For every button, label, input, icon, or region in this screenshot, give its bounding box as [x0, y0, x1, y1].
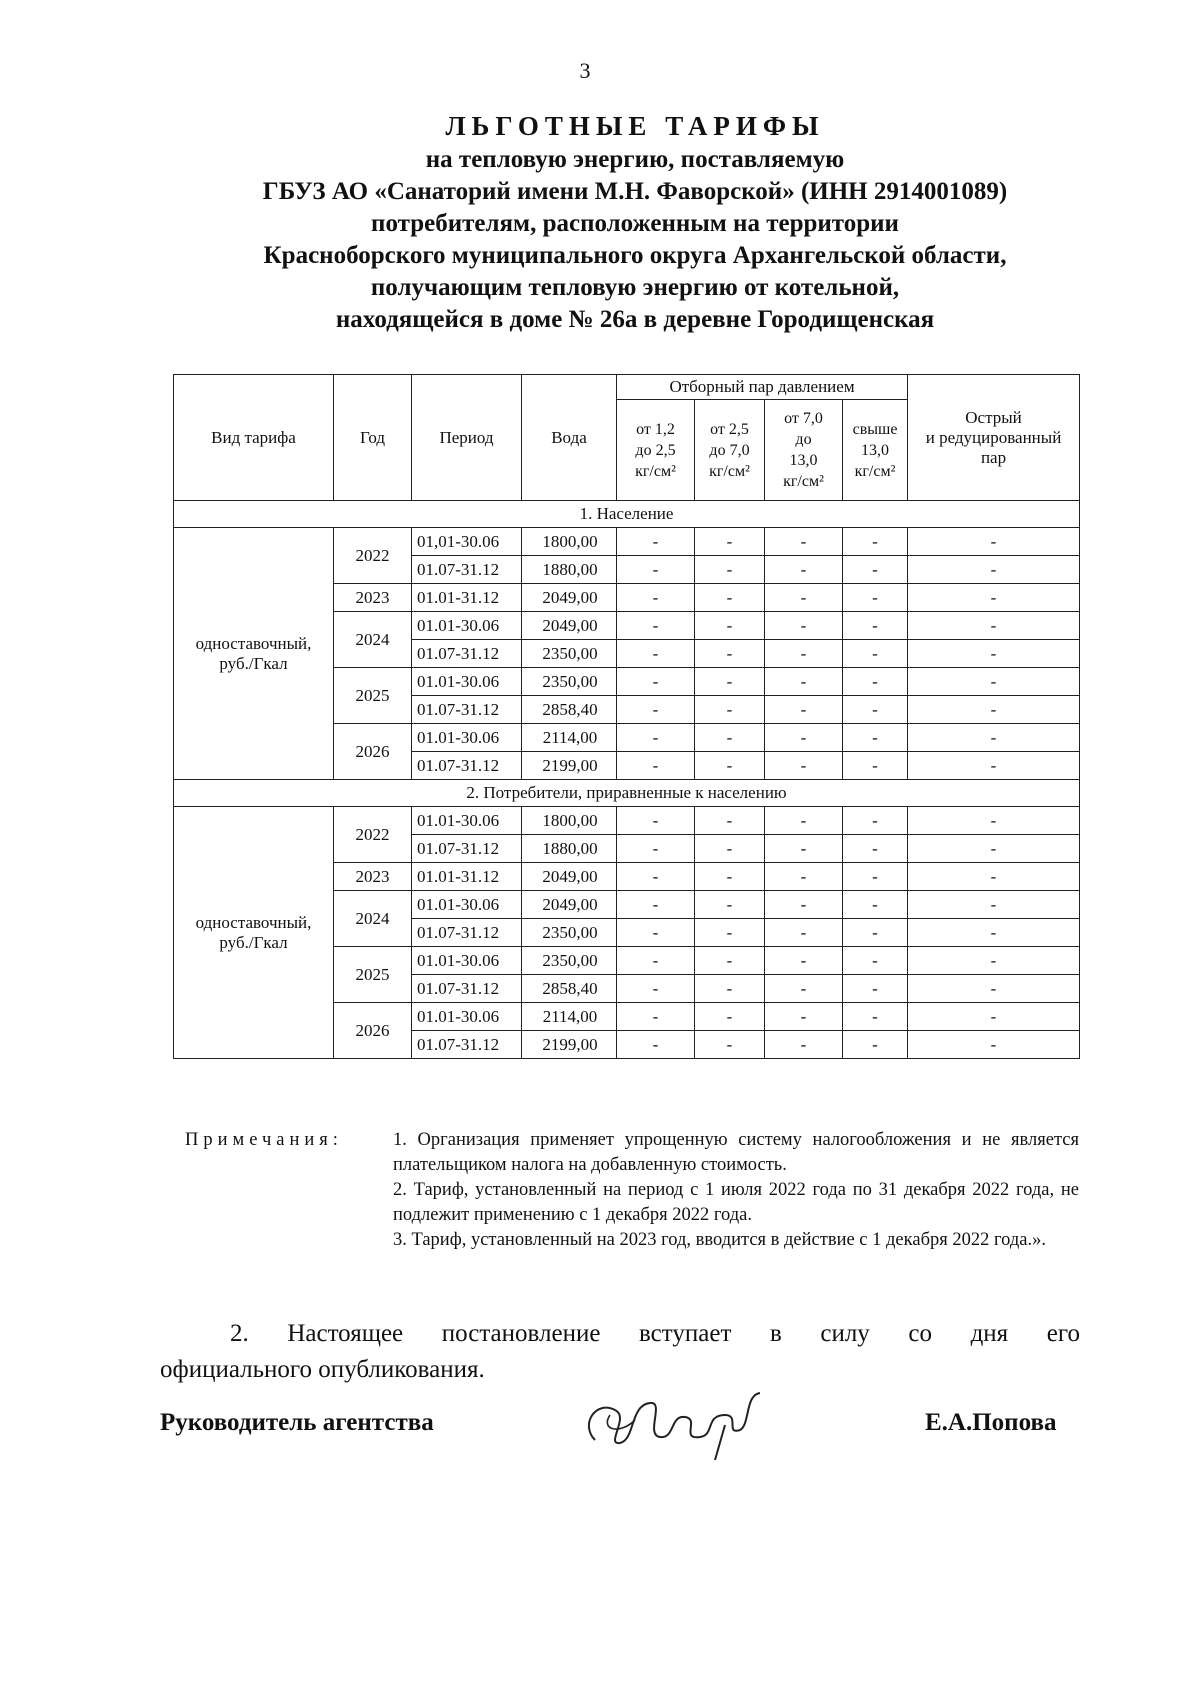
steam-cell: - — [908, 584, 1080, 612]
steam-cell: - — [765, 584, 843, 612]
steam-cell: - — [765, 1031, 843, 1059]
steam-cell: - — [908, 863, 1080, 891]
water-cell: 2049,00 — [522, 584, 617, 612]
header-text: до — [795, 431, 812, 448]
period-cell: 01.01-31.12 — [412, 863, 522, 891]
water-cell: 2350,00 — [522, 668, 617, 696]
steam-cell: - — [695, 835, 765, 863]
steam-cell: - — [695, 612, 765, 640]
steam-cell: - — [617, 612, 695, 640]
steam-cell: - — [617, 891, 695, 919]
steam-cell: - — [617, 528, 695, 556]
steam-cell: - — [843, 947, 908, 975]
steam-cell: - — [843, 1003, 908, 1031]
steam-cell: - — [617, 947, 695, 975]
steam-cell: - — [765, 919, 843, 947]
header-text: 13,0 — [861, 441, 889, 459]
water-cell: 2114,00 — [522, 724, 617, 752]
header-row — [174, 375, 1080, 400]
water-cell: 1880,00 — [522, 835, 617, 863]
steam-cell: - — [695, 528, 765, 556]
water-cell: 2049,00 — [522, 863, 617, 891]
header-steam-group: Отборный пар давлением — [617, 375, 908, 400]
note-item: 2. Тариф, установленный на период с 1 июля 2022 года по 31 декабря 2022 года, не подлежит применению с 1 декабря 2022 года. — [393, 1180, 1079, 1225]
steam-cell: - — [765, 947, 843, 975]
header-text: 13,0 — [789, 452, 818, 469]
steam-cell: - — [695, 947, 765, 975]
title-line: ГБУЗ АО «Санаторий имени М.Н. Фаворской» (ИНН 2914001089) — [262, 178, 1008, 205]
steam-cell: - — [695, 863, 765, 891]
steam-cell: - — [908, 975, 1080, 1003]
tariff-type-text: одноставочный, — [195, 633, 312, 653]
period-cell: 01.01-30.06 — [412, 1003, 522, 1031]
water-cell: 2350,00 — [522, 919, 617, 947]
water-cell: 2858,40 — [522, 696, 617, 724]
header-period: Период — [412, 375, 522, 501]
steam-cell: - — [765, 724, 843, 752]
steam-cell: - — [695, 724, 765, 752]
steam-cell: - — [695, 891, 765, 919]
table-row — [174, 807, 1080, 835]
water-cell: 2049,00 — [522, 612, 617, 640]
header-text: свыше — [852, 420, 898, 438]
steam-cell: - — [617, 696, 695, 724]
steam-cell: - — [843, 612, 908, 640]
water-cell: 1800,00 — [522, 528, 617, 556]
steam-cell: - — [695, 807, 765, 835]
tariff-type-cell — [174, 807, 334, 1059]
steam-cell: - — [908, 724, 1080, 752]
period-cell: 01.01-30.06 — [412, 807, 522, 835]
tariff-type-text: одноставочный, — [195, 912, 312, 932]
header-text: кг/см² — [709, 462, 750, 480]
table-row — [174, 528, 1080, 556]
steam-cell: - — [843, 891, 908, 919]
decree-line: официального опубликования. — [160, 1356, 485, 1383]
note-item: 3. Тариф, установленный на 2023 год, вводится в действие с 1 декабря 2022 года.». — [393, 1230, 1046, 1250]
header-text: от 2,5 — [710, 420, 749, 438]
period-cell: 01.07-31.12 — [412, 1031, 522, 1059]
steam-cell: - — [695, 975, 765, 1003]
header-text: пар — [980, 447, 1007, 467]
document-title — [150, 110, 1120, 336]
steam-cell: - — [695, 696, 765, 724]
period-cell: 01.07-31.12 — [412, 975, 522, 1003]
period-cell: 01.07-31.12 — [412, 696, 522, 724]
steam-cell: - — [695, 668, 765, 696]
water-cell: 2350,00 — [522, 640, 617, 668]
steam-cell: - — [765, 528, 843, 556]
title-line: получающим тепловую энергию от котельной, — [370, 274, 900, 301]
period-cell: 01.07-31.12 — [412, 752, 522, 780]
header-text: Острый — [965, 407, 1022, 427]
water-cell: 1880,00 — [522, 556, 617, 584]
title-line: Красноборского муниципального округа Архангельской области, — [263, 242, 1007, 269]
header-text: кг/см² — [854, 462, 896, 480]
year-cell: 2026 — [334, 724, 412, 780]
steam-cell: - — [765, 612, 843, 640]
decree-paragraph — [160, 1316, 1080, 1388]
steam-cell: - — [617, 724, 695, 752]
section-title: 2. Потребители, приравненные к населению — [174, 780, 1080, 807]
header-steam-2 — [695, 400, 765, 501]
steam-cell: - — [843, 919, 908, 947]
year-cell: 2024 — [334, 891, 412, 947]
steam-cell: - — [908, 919, 1080, 947]
steam-cell: - — [617, 640, 695, 668]
handwritten-signature — [575, 1385, 775, 1465]
tariff-table — [173, 374, 1080, 1059]
period-cell: 01.07-31.12 — [412, 919, 522, 947]
steam-cell: - — [908, 668, 1080, 696]
steam-cell: - — [765, 807, 843, 835]
year-cell: 2026 — [334, 1003, 412, 1059]
header-text: и редуцированный — [925, 427, 1062, 447]
steam-cell: - — [908, 640, 1080, 668]
year-cell: 2025 — [334, 947, 412, 1003]
steam-cell: - — [843, 528, 908, 556]
steam-cell: - — [695, 640, 765, 668]
header-steam-3 — [765, 400, 843, 501]
header-text: кг/см² — [783, 473, 824, 490]
steam-cell: - — [695, 556, 765, 584]
water-cell: 2858,40 — [522, 975, 617, 1003]
period-cell: 01.01-30.06 — [412, 724, 522, 752]
steam-cell: - — [843, 640, 908, 668]
steam-cell: - — [617, 752, 695, 780]
water-cell: 2049,00 — [522, 891, 617, 919]
steam-cell: - — [617, 1031, 695, 1059]
steam-cell: - — [617, 835, 695, 863]
header-water: Вода — [522, 375, 617, 501]
period-cell: 01.07-31.12 — [412, 640, 522, 668]
steam-cell: - — [765, 752, 843, 780]
steam-cell: - — [765, 975, 843, 1003]
steam-cell: - — [908, 696, 1080, 724]
water-cell: 2199,00 — [522, 752, 617, 780]
steam-cell: - — [843, 975, 908, 1003]
header-text: от 1,2 — [636, 420, 675, 438]
steam-cell: - — [843, 835, 908, 863]
steam-cell: - — [617, 863, 695, 891]
steam-cell: - — [908, 528, 1080, 556]
notes-label: Примечания: — [185, 1130, 343, 1150]
page-number: 3 — [579, 58, 591, 83]
steam-cell: - — [617, 556, 695, 584]
steam-cell: - — [908, 1003, 1080, 1031]
steam-cell: - — [843, 584, 908, 612]
steam-cell: - — [765, 668, 843, 696]
water-cell: 2350,00 — [522, 947, 617, 975]
steam-cell: - — [695, 1031, 765, 1059]
tariff-type-cell — [174, 528, 334, 780]
signatory-position: Руководитель агентства — [160, 1409, 434, 1436]
steam-cell: - — [617, 919, 695, 947]
period-cell: 01.01-30.06 — [412, 947, 522, 975]
water-cell: 1800,00 — [522, 807, 617, 835]
steam-cell: - — [617, 1003, 695, 1031]
steam-cell: - — [908, 891, 1080, 919]
header-tariff-type: Вид тарифа — [174, 375, 334, 501]
steam-cell: - — [908, 835, 1080, 863]
title-line: потребителям, расположенным на территории — [371, 210, 899, 237]
year-cell: 2025 — [334, 668, 412, 724]
period-cell: 01.01-30.06 — [412, 612, 522, 640]
steam-cell: - — [695, 919, 765, 947]
water-cell: 2114,00 — [522, 1003, 617, 1031]
year-cell: 2023 — [334, 863, 412, 891]
steam-cell: - — [617, 584, 695, 612]
steam-cell: - — [765, 835, 843, 863]
steam-cell: - — [765, 891, 843, 919]
steam-cell: - — [908, 947, 1080, 975]
steam-cell: - — [617, 668, 695, 696]
header-text: кг/см² — [635, 462, 676, 480]
steam-cell: - — [765, 1003, 843, 1031]
steam-cell: - — [765, 696, 843, 724]
steam-cell: - — [908, 1031, 1080, 1059]
year-cell: 2022 — [334, 807, 412, 863]
year-cell: 2022 — [334, 528, 412, 584]
header-steam-4 — [843, 400, 908, 501]
steam-cell: - — [765, 556, 843, 584]
period-cell: 01,01-30.06 — [412, 528, 522, 556]
steam-cell: - — [695, 1003, 765, 1031]
steam-cell: - — [843, 752, 908, 780]
section-row — [174, 780, 1080, 807]
header-text: до 7,0 — [709, 441, 750, 459]
steam-cell: - — [843, 724, 908, 752]
period-cell: 01.07-31.12 — [412, 556, 522, 584]
decree-line: 2. Настоящее постановление вступает в силу со дня его — [230, 1320, 1080, 1347]
title-line: находящейся в доме № 26а в деревне Городищенская — [335, 306, 935, 333]
steam-cell: - — [843, 556, 908, 584]
title-main: ЛЬГОТНЫЕ ТАРИФЫ — [445, 111, 825, 141]
period-cell: 01.07-31.12 — [412, 835, 522, 863]
steam-cell: - — [908, 752, 1080, 780]
steam-cell: - — [617, 975, 695, 1003]
note-item: 1. Организация применяет упрощенную систему налогообложения и не является плательщиком налога на добавленную стоимость. — [393, 1130, 1079, 1175]
period-cell: 01.01-30.06 — [412, 668, 522, 696]
year-cell: 2024 — [334, 612, 412, 668]
header-year: Год — [334, 375, 412, 501]
water-cell: 2199,00 — [522, 1031, 617, 1059]
steam-cell: - — [908, 807, 1080, 835]
steam-cell: - — [908, 556, 1080, 584]
steam-cell: - — [908, 612, 1080, 640]
steam-cell: - — [765, 640, 843, 668]
section-title: 1. Население — [174, 501, 1080, 528]
header-sharp-steam — [908, 375, 1080, 501]
steam-cell: - — [617, 807, 695, 835]
year-cell: 2023 — [334, 584, 412, 612]
signatory-name: Е.А.Попова — [925, 1409, 1057, 1436]
header-text: от 7,0 — [784, 410, 823, 427]
tariff-type-text: руб./Гкал — [219, 653, 288, 673]
period-cell: 01.01-30.06 — [412, 891, 522, 919]
tariff-type-text: руб./Гкал — [219, 932, 288, 952]
header-text: до 2,5 — [635, 441, 676, 459]
steam-cell: - — [843, 863, 908, 891]
steam-cell: - — [843, 696, 908, 724]
steam-cell: - — [695, 584, 765, 612]
steam-cell: - — [843, 807, 908, 835]
steam-cell: - — [843, 1031, 908, 1059]
header-steam-1 — [617, 400, 695, 501]
steam-cell: - — [695, 752, 765, 780]
steam-cell: - — [843, 668, 908, 696]
period-cell: 01.01-31.12 — [412, 584, 522, 612]
section-row — [174, 501, 1080, 528]
title-line: на тепловую энергию, поставляемую — [425, 146, 845, 173]
steam-cell: - — [765, 863, 843, 891]
